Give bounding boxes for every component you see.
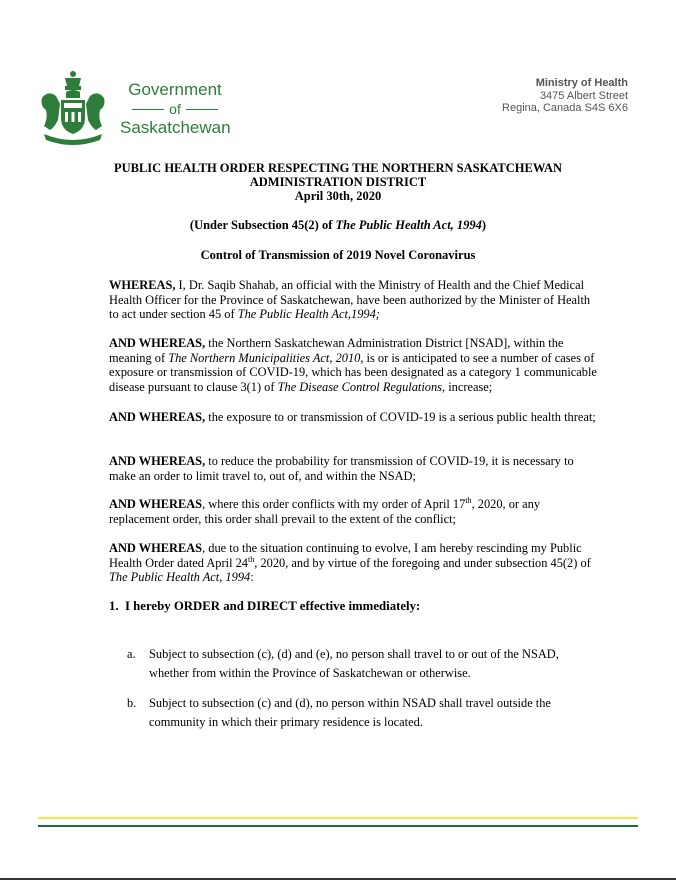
under-prefix: (Under Subsection 45(2) of bbox=[189, 218, 336, 232]
paragraph-whereas-5 bbox=[109, 497, 599, 526]
para-lead: AND WHEREAS, bbox=[109, 410, 206, 424]
wordmark-saskatchewan: Saskatchewan bbox=[120, 118, 231, 137]
para-text: , where this order conflicts with my order of April 17 bbox=[202, 497, 466, 511]
order-title bbox=[80, 161, 596, 203]
para-italic: The Northern Municipalities Act, 2010 bbox=[168, 350, 361, 365]
ministry-name: Ministry of Health bbox=[535, 77, 628, 89]
item-text: Subject to subsection (c) and (d), no person within NSAD shall travel outside the community in which their primary residence is located. bbox=[149, 696, 551, 729]
para-sup: th bbox=[465, 495, 472, 505]
para-sup: th bbox=[248, 554, 255, 564]
control-heading: Control of Transmission of 2019 Novel Coronavirus bbox=[200, 248, 476, 262]
para-text: , due to the situation continuing to evolve, I am hereby rescinding my Public Health Order dated April 24 bbox=[109, 541, 582, 570]
wordmark-of bbox=[120, 100, 230, 118]
paragraph-whereas-2 bbox=[109, 336, 599, 394]
title-line1: PUBLIC HEALTH ORDER RESPECTING THE NORTHERN SASKATCHEWAN bbox=[113, 161, 563, 175]
para-text: the Northern Saskatchewan Administration District [NSAD], within the meaning of bbox=[109, 336, 564, 365]
government-logo bbox=[38, 68, 231, 148]
address-street: 3475 Albert Street bbox=[539, 89, 628, 102]
para-text: , 2020, and by virtue of the foregoing and under subsection 45(2) of bbox=[254, 555, 591, 570]
paragraph-whereas-4 bbox=[109, 454, 599, 483]
para-lead: AND WHEREAS, bbox=[109, 454, 206, 468]
footer-rule-green bbox=[38, 825, 638, 827]
para-text: : bbox=[250, 570, 254, 585]
item-letter: a. bbox=[127, 647, 136, 661]
paragraph-whereas-3 bbox=[109, 410, 599, 425]
para-text: the exposure to or transmission of COVID-19 is a serious public health threat; bbox=[205, 410, 596, 424]
under-subsection bbox=[80, 218, 596, 233]
para-text: , increase; bbox=[442, 379, 493, 394]
title-line2: ADMINISTRATION DISTRICT bbox=[249, 175, 427, 189]
under-act: The Public Health Act, 1994 bbox=[335, 218, 482, 232]
para-text: to reduce the probability for transmission of COVID-19, it is necessary to make an order to limit travel to, out of, and within the NSAD; bbox=[109, 454, 574, 483]
order-heading: 1. I hereby ORDER and DIRECT effective immediately: bbox=[109, 599, 421, 613]
para-lead: AND WHEREAS, bbox=[109, 336, 206, 350]
item-text: Subject to subsection (c), (d) and (e), no person shall travel to or out of the NSAD, whether from within the Province of Saskatchewan or otherwise. bbox=[149, 647, 559, 680]
wordmark-rule-left bbox=[132, 109, 164, 110]
wordmark-of-text: of bbox=[169, 101, 181, 117]
item-letter: b. bbox=[127, 696, 137, 710]
government-wordmark bbox=[120, 80, 230, 138]
ministry-address bbox=[502, 77, 628, 115]
footer-rule-yellow bbox=[38, 817, 638, 819]
wordmark-government: Government bbox=[128, 80, 222, 99]
para-lead: AND WHEREAS bbox=[109, 541, 203, 555]
para-italic: The Public Health Act, 1994 bbox=[109, 570, 251, 585]
paragraph-whereas-1 bbox=[109, 278, 599, 322]
paragraph-whereas-6 bbox=[109, 541, 599, 585]
para-lead: WHEREAS, bbox=[109, 278, 176, 292]
under-suffix: ) bbox=[481, 218, 487, 232]
para-text: , is or is anticipated to see a number of cases of exposure or transmission of COVID-19, which has been designated as a category 1 communicable disease pursuant to clause 3(1) of bbox=[109, 350, 597, 394]
coat-of-arms-icon bbox=[38, 68, 108, 148]
address-city: Regina, Canada S4S 6X6 bbox=[502, 102, 628, 114]
para-text: I, Dr. Saqib Shahab, an official with the Ministry of Health and the Chief Medical Health Officer for the Province of Saskatchewan, have been authorized by the Minister of Health to act under section 45 of bbox=[109, 278, 591, 322]
title-date: April 30th, 2020 bbox=[294, 189, 382, 203]
para-italic: The Disease Control Regulations bbox=[277, 379, 443, 394]
para-italic: The Public Health Act,1994; bbox=[237, 307, 380, 322]
para-text: , 2020, or any replacement order, this order shall prevail to the extent of the conflict; bbox=[109, 497, 541, 526]
wordmark-rule-right bbox=[186, 109, 218, 110]
para-lead: AND WHEREAS bbox=[109, 497, 203, 511]
